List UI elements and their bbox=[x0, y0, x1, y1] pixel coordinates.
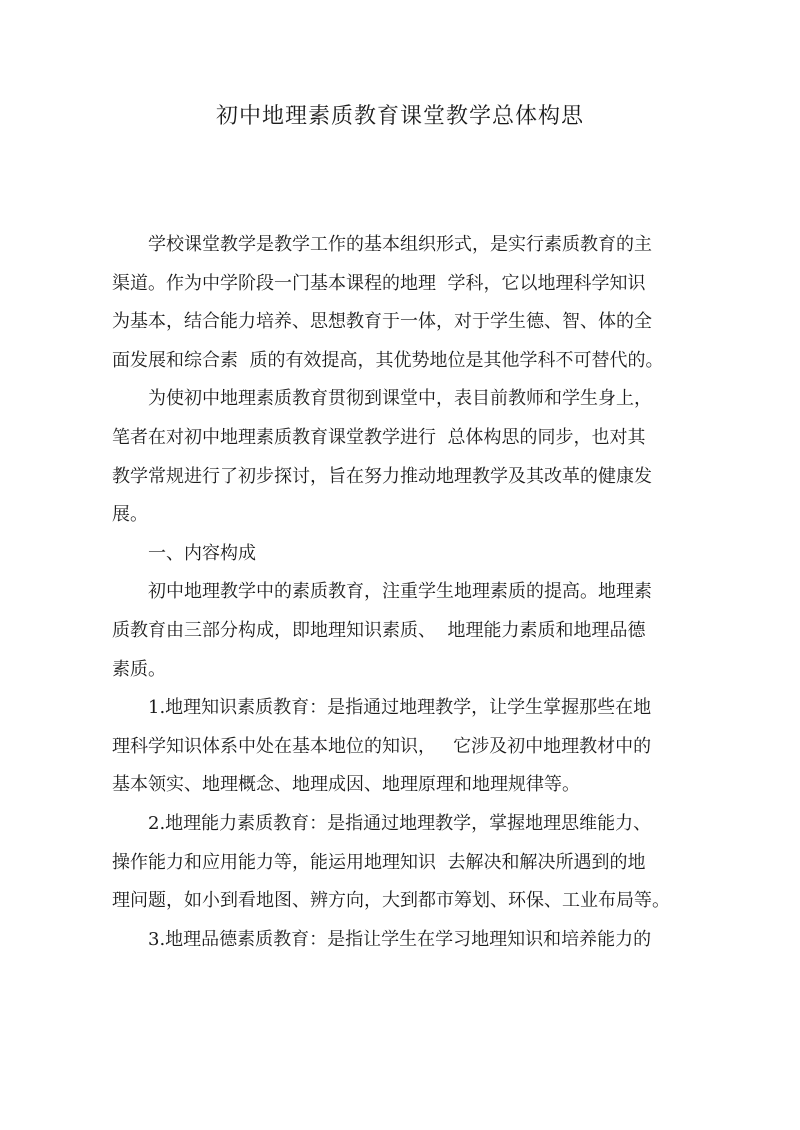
text-line: 素质。 bbox=[112, 658, 166, 680]
text-line: 2.地理能力素质教育：是指通过地理教学，掌握地理思维能力、 bbox=[148, 812, 652, 834]
text-line: 面发展和综合素 质的有效提高，其优势地位是其他学科不可替代的。 bbox=[112, 349, 664, 371]
text-line: 质教育由三部分构成，即地理知识素质、 地理能力素质和地理品德 bbox=[112, 619, 646, 641]
text-line: 渠道。作为中学阶段一门基本课程的地理 学科，它以地理科学知识 bbox=[112, 272, 646, 294]
document-title: 初中地理素质教育课堂教学总体构思 bbox=[215, 104, 584, 129]
text-line: 教学常规进行了初步探讨，旨在努力推动地理教学及其改革的健康发 bbox=[112, 465, 652, 487]
text-line: 1.地理知识素质教育：是指通过地理教学，让学生掌握那些在地 bbox=[148, 697, 652, 719]
text-line: 理科学知识体系中处在基本地位的知识， 它涉及初中地理教材中的 bbox=[112, 735, 652, 757]
document-body bbox=[112, 226, 682, 959]
text-line: 为使初中地理素质教育贯彻到课堂中，表目前教师和学生身上， bbox=[148, 388, 652, 410]
text-line: 初中地理教学中的素质教育，注重学生地理素质的提高。地理素 bbox=[148, 581, 652, 603]
text-line: 学校课堂教学是教学工作的基本组织形式，是实行素质教育的主 bbox=[148, 234, 652, 255]
text-line: 一、内容构成 bbox=[148, 542, 256, 564]
text-line: 基本领实、地理概念、地理成因、地理原理和地理规律等。 bbox=[112, 774, 580, 796]
text-line: 理问题，如小到看地图、辨方向，大到都市筹划、环保、工业布局等。 bbox=[112, 890, 670, 912]
text-line: 笔者在对初中地理素质教育课堂教学进行 总体构思的同步，也对其 bbox=[112, 426, 646, 448]
text-line: 为基本，结合能力培养、思想教育于一体，对于学生德、智、体的全 bbox=[112, 311, 652, 333]
text-line: 操作能力和应用能力等，能运用地理知识 去解决和解决所遇到的地 bbox=[112, 851, 646, 873]
text-line: 3.地理品德素质教育：是指让学生在学习地理知识和培养能力的 bbox=[148, 928, 652, 950]
text-line: 展。 bbox=[112, 504, 148, 526]
